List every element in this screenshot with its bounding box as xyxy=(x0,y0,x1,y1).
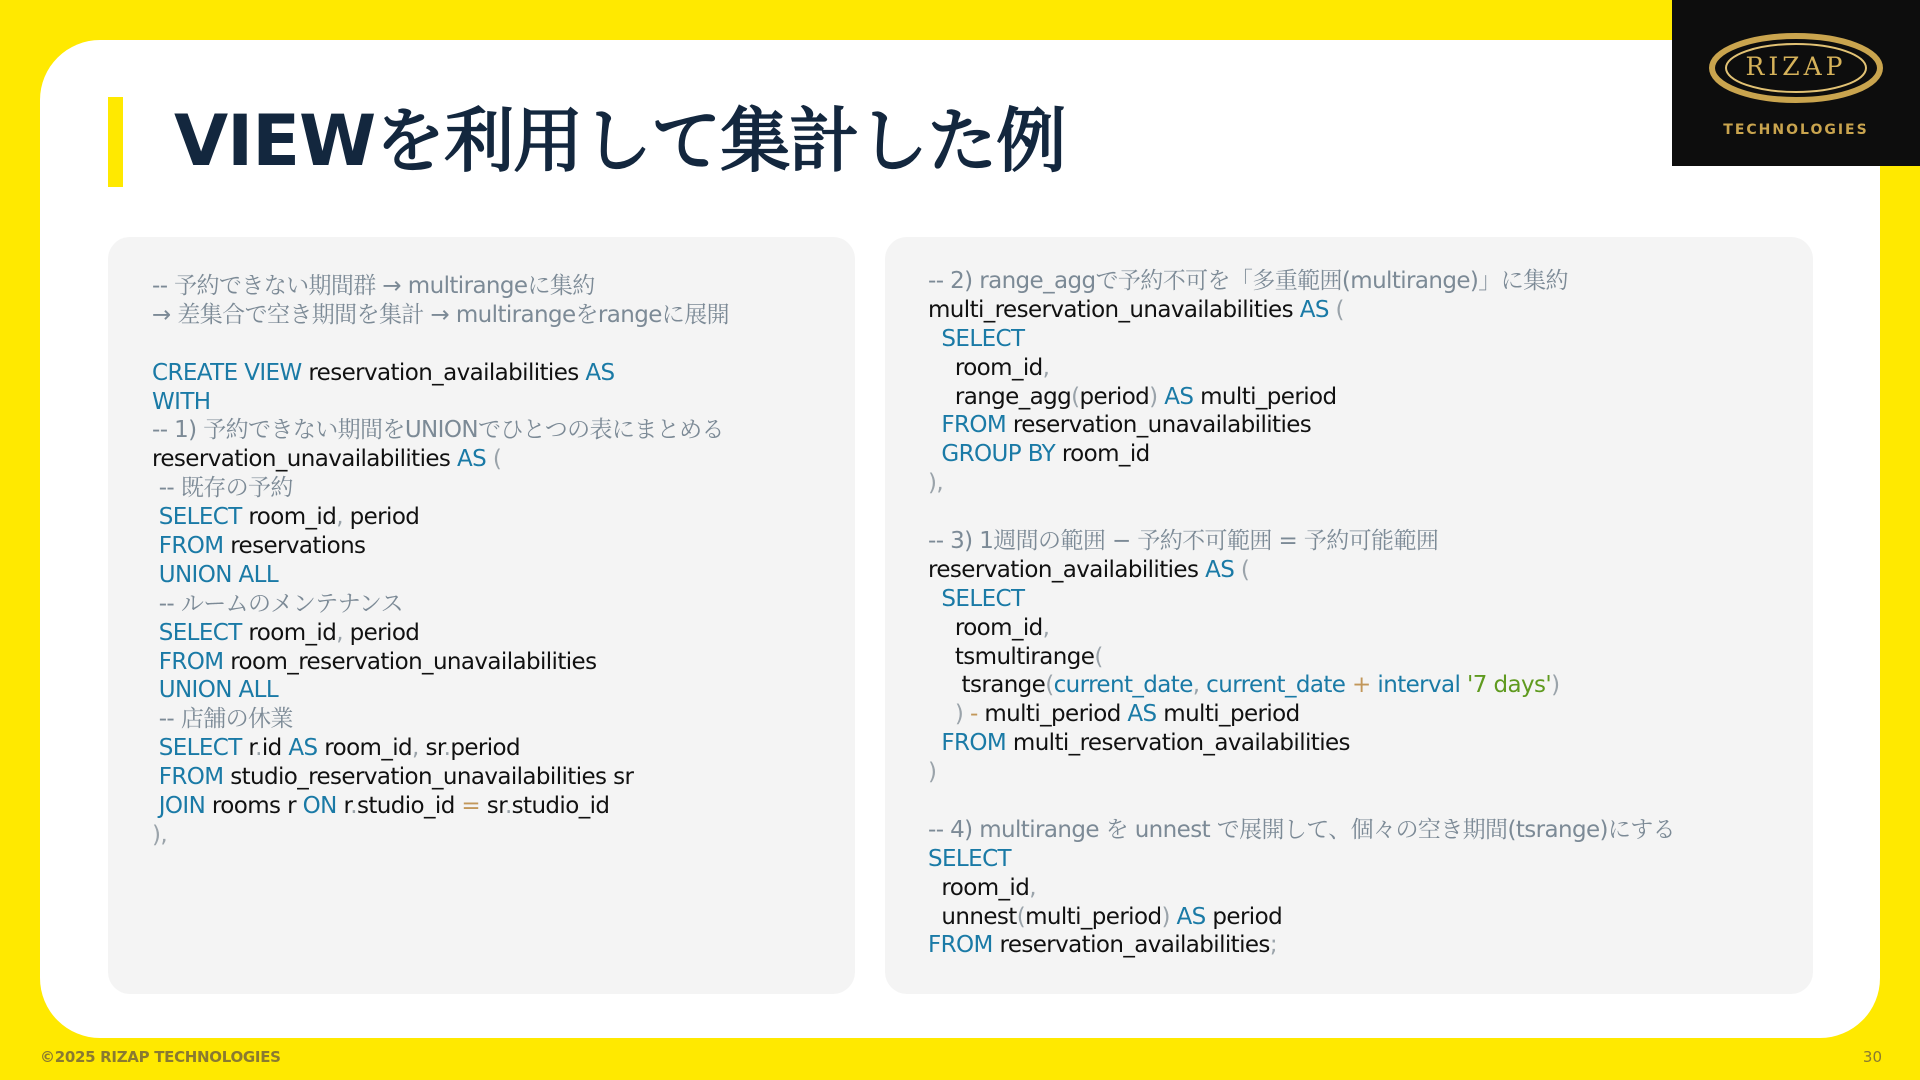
code-token-keyword: AS xyxy=(585,359,615,386)
code-token-keyword: interval xyxy=(1370,672,1461,699)
code-line xyxy=(928,469,1675,498)
code-token-keyword: AS xyxy=(1299,296,1329,323)
code-panel-left xyxy=(108,237,855,994)
code-token-plain: studio_reservation_unavailabilities sr xyxy=(223,764,634,791)
code-token-keyword: FROM xyxy=(928,932,993,959)
code-token-keyword: FROM xyxy=(928,730,1007,757)
code-token-keyword: AS xyxy=(1157,383,1194,410)
code-token-punct: ( xyxy=(1234,556,1250,583)
code-line xyxy=(928,498,1675,527)
code-token-keyword: current_date xyxy=(1199,672,1346,699)
company-logo xyxy=(1672,0,1920,166)
logo-subtitle: TECHNOLOGIES xyxy=(1723,122,1869,138)
code-line xyxy=(928,614,1675,643)
code-line xyxy=(928,267,1675,296)
code-token-plain: id xyxy=(261,735,289,762)
code-line xyxy=(928,383,1675,412)
code-token-comment: -- 1) 予約できない期間をUNIONでひとつの表にまとめる xyxy=(152,417,724,444)
code-token-punct: . xyxy=(504,793,512,820)
code-line xyxy=(928,585,1675,614)
code-line xyxy=(152,590,729,619)
code-line xyxy=(928,758,1675,787)
code-token-keyword: CREATE VIEW xyxy=(152,359,302,386)
code-token-string: '7 days' xyxy=(1460,672,1552,699)
code-token-punct: ), xyxy=(928,470,944,497)
code-line xyxy=(928,845,1675,874)
code-token-punct: , xyxy=(412,735,419,762)
code-token-plain: multi_reservation_unavailabilities xyxy=(928,296,1300,323)
code-line xyxy=(928,411,1675,440)
code-line xyxy=(152,648,729,677)
code-token-keyword: UNION ALL xyxy=(152,677,279,704)
code-token-plain: r xyxy=(241,735,256,762)
code-token-keyword: SELECT xyxy=(928,585,1025,612)
code-token-keyword: FROM xyxy=(152,648,224,675)
code-line xyxy=(928,671,1675,700)
code-token-plain: unnest xyxy=(928,903,1017,930)
code-line xyxy=(928,931,1675,960)
code-token-plain: period xyxy=(1205,903,1283,930)
code-line xyxy=(152,821,729,850)
code-line xyxy=(152,445,729,474)
code-token-plain: multi_period xyxy=(1156,701,1300,728)
page-title: VIEWを利用して集計した例 xyxy=(174,100,1066,182)
code-token-comment: -- 店舗の休業 xyxy=(152,706,293,733)
code-line xyxy=(928,903,1675,932)
code-token-plain: tsrange xyxy=(928,672,1046,699)
code-token-keyword: FROM xyxy=(928,412,1007,439)
code-token-punct: ) xyxy=(928,701,970,728)
code-token-op: = xyxy=(461,793,481,820)
code-token-plain: reservation_unavailabilities xyxy=(152,446,458,473)
code-line xyxy=(928,816,1675,845)
code-token-op: - xyxy=(969,701,978,728)
code-line xyxy=(928,787,1675,816)
code-line xyxy=(928,440,1675,469)
page-number: 30 xyxy=(1862,1048,1882,1066)
code-token-punct: ( xyxy=(1328,296,1344,323)
code-token-plain: range_agg xyxy=(928,383,1072,410)
code-token-plain: multi_reservation_availabilities xyxy=(1006,730,1350,757)
footer-copyright: ©2025 RIZAP TECHNOLOGIES xyxy=(40,1048,281,1066)
code-token-keyword: AS xyxy=(457,446,487,473)
code-line xyxy=(152,734,729,763)
code-token-comment: -- 予約できない期間群 → multirangeに集約 xyxy=(152,273,595,299)
code-token-keyword: ON xyxy=(302,793,337,820)
code-token-plain: room_id xyxy=(928,874,1030,901)
code-token-plain: period xyxy=(450,735,520,762)
code-token-plain: sr xyxy=(480,793,505,820)
code-token-punct: ( xyxy=(1071,383,1080,410)
code-token-punct: , xyxy=(1042,614,1050,641)
code-token-plain: reservation_availabilities xyxy=(301,359,586,386)
code-token-punct: ( xyxy=(1016,903,1026,930)
code-line xyxy=(928,874,1675,903)
code-token-keyword: GROUP BY xyxy=(928,441,1056,468)
code-token-plain: multi_period xyxy=(1025,903,1162,930)
code-token-punct: , xyxy=(336,619,343,646)
code-token-punct: ) xyxy=(1149,383,1158,410)
code-panel-right xyxy=(885,237,1813,994)
code-block-right xyxy=(928,267,1675,960)
code-token-punct: , xyxy=(1042,354,1050,381)
code-line xyxy=(928,556,1675,585)
logo-wordmark: RIZAP xyxy=(1745,52,1847,81)
code-token-keyword: UNION ALL xyxy=(152,561,279,588)
code-token-comment: -- ルームのメンテナンス xyxy=(152,590,403,617)
code-token-punct: , xyxy=(1029,874,1036,901)
code-token-plain: studio_id xyxy=(511,793,610,820)
code-line xyxy=(152,416,729,445)
code-token-keyword: AS xyxy=(1169,903,1206,930)
code-token-punct: . xyxy=(255,735,262,762)
code-token-plain: room_id xyxy=(241,619,337,646)
code-line xyxy=(152,330,729,359)
code-token-plain: room_id xyxy=(241,504,337,531)
title-accent-bar xyxy=(108,97,123,187)
code-line xyxy=(152,705,729,734)
code-token-plain: reservation_unavailabilities xyxy=(1006,412,1312,439)
code-token-plain: room_id xyxy=(928,614,1043,641)
code-token-keyword: current_date xyxy=(1053,672,1193,699)
code-token-plain: multi_period xyxy=(1193,383,1337,410)
code-token-keyword: AS xyxy=(1205,556,1235,583)
code-token-punct: ) xyxy=(1551,672,1560,699)
code-line xyxy=(152,503,729,532)
code-line xyxy=(928,296,1675,325)
code-token-comment: → 差集合で空き期間を集計 → multirangeをrangeに展開 xyxy=(152,301,730,328)
code-line xyxy=(152,388,729,417)
code-token-plain: period xyxy=(342,619,420,646)
code-line xyxy=(152,301,729,330)
code-token-plain: tsmultirange xyxy=(928,643,1095,670)
code-token-plain: room_id xyxy=(317,735,413,762)
code-line xyxy=(928,325,1675,354)
code-token-plain: multi_period xyxy=(977,701,1128,728)
code-token-punct: ( xyxy=(1045,672,1054,699)
code-token-plain: room_id xyxy=(1055,441,1150,468)
code-token-comment: -- 既存の予約 xyxy=(152,475,293,502)
code-token-plain: reservations xyxy=(223,533,366,560)
code-token-plain: period xyxy=(342,504,420,531)
code-line xyxy=(152,474,729,503)
code-token-punct: , xyxy=(1192,672,1200,699)
code-line xyxy=(928,527,1675,556)
code-line xyxy=(928,643,1675,672)
code-token-keyword: SELECT xyxy=(152,504,242,531)
code-token-keyword: SELECT xyxy=(928,845,1011,872)
code-token-keyword: FROM xyxy=(152,533,224,560)
code-line xyxy=(152,792,729,821)
code-token-punct: ), xyxy=(152,821,168,848)
code-token-plain: room_reservation_unavailabilities xyxy=(223,648,597,675)
code-token-keyword: AS xyxy=(1127,701,1157,728)
code-token-punct: . xyxy=(443,735,451,762)
code-token-keyword: AS xyxy=(288,735,318,762)
code-line xyxy=(928,729,1675,758)
code-line xyxy=(928,700,1675,729)
code-token-keyword: WITH xyxy=(152,388,211,415)
code-token-plain: reservation_availabilities xyxy=(992,932,1270,959)
code-token-plain: period xyxy=(1079,383,1150,410)
code-block-left xyxy=(152,272,729,850)
code-token-keyword: SELECT xyxy=(152,735,242,762)
code-token-punct: ( xyxy=(486,446,502,473)
code-token-plain: studio_id xyxy=(356,793,462,820)
code-token-op: + xyxy=(1345,672,1371,699)
code-token-comment: -- 4) multirange を unnest で展開して、個々の空き期間(tsrange)にする xyxy=(928,816,1676,843)
code-line xyxy=(152,561,729,590)
code-line xyxy=(152,272,729,301)
code-token-punct: ) xyxy=(1161,903,1170,930)
code-token-comment: -- 3) 1週間の範囲 − 予約不可範囲 = 予約可能範囲 xyxy=(928,528,1439,555)
code-token-plain: reservation_availabilities xyxy=(928,556,1206,583)
code-line xyxy=(152,619,729,648)
code-token-punct: ( xyxy=(1094,643,1103,670)
code-token-plain: sr xyxy=(418,735,444,762)
code-line xyxy=(152,676,729,705)
code-token-keyword: JOIN xyxy=(152,793,206,820)
code-token-punct: , xyxy=(336,504,343,531)
code-token-punct: . xyxy=(350,793,357,820)
code-line xyxy=(152,359,729,388)
code-line xyxy=(152,763,729,792)
code-token-plain: rooms r xyxy=(205,793,303,820)
code-token-keyword: SELECT xyxy=(928,325,1025,352)
code-token-plain: r xyxy=(336,793,351,820)
code-token-comment: -- 2) range_aggで予約不可を「多重範囲(multirange)」に集約 xyxy=(928,268,1568,294)
code-token-punct: ; xyxy=(1269,932,1277,959)
code-token-punct: ) xyxy=(928,759,937,786)
code-token-keyword: SELECT xyxy=(152,619,242,646)
code-line xyxy=(928,354,1675,383)
code-token-keyword: FROM xyxy=(152,764,224,791)
code-token-plain: room_id xyxy=(928,354,1043,381)
code-line xyxy=(152,532,729,561)
